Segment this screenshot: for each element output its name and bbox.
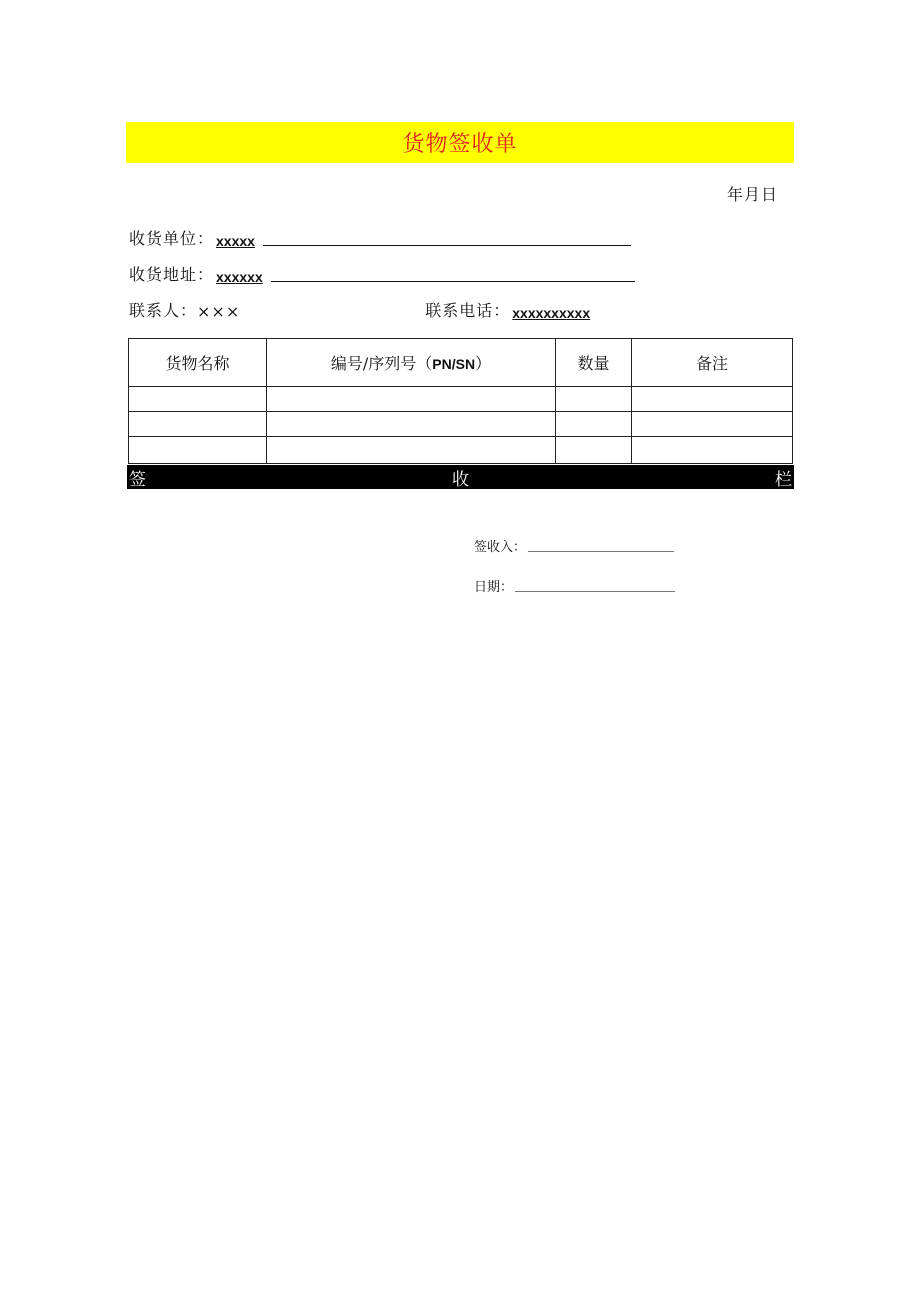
sign-bar-char-2: 收: [452, 469, 469, 490]
receiving-unit-value[interactable]: xxxxx: [216, 233, 255, 249]
contact-row: [129, 298, 590, 321]
goods-table: [128, 338, 793, 464]
table-cell[interactable]: [267, 387, 556, 412]
receiving-unit-row: [129, 226, 631, 249]
receiver-signature-line[interactable]: [528, 550, 674, 552]
receiving-address-underline: [271, 280, 635, 282]
column-header-serial-number: [267, 339, 556, 387]
date-placeholder: 年月日: [726, 185, 778, 204]
sign-section-bar: [127, 465, 794, 489]
receiving-unit-underline: [263, 244, 631, 246]
receiving-address-value[interactable]: xxxxxx: [216, 269, 263, 285]
receiving-unit-label: 收货单位：: [129, 229, 215, 248]
contact-phone-value[interactable]: xxxxxxxxxx: [512, 305, 591, 321]
serial-header-pnsn: PN/SN: [432, 356, 476, 372]
signature-date-line[interactable]: [515, 590, 675, 592]
contact-person-label: 联系人：: [129, 301, 198, 320]
table-cell[interactable]: [632, 387, 793, 412]
table-cell[interactable]: [556, 387, 632, 412]
table-cell[interactable]: [129, 387, 267, 412]
table-cell[interactable]: [267, 412, 556, 437]
receiver-signature-row: [474, 536, 674, 555]
receiving-address-label: 收货地址：: [129, 265, 215, 284]
table-row: [129, 387, 793, 412]
title-banner: [126, 122, 794, 163]
table-cell[interactable]: [129, 412, 267, 437]
document-title: 货物签收单: [402, 132, 518, 157]
receiving-address-row: [129, 262, 635, 285]
contact-phone-label: 联系电话：: [425, 301, 511, 320]
column-header-quantity: 数量: [556, 339, 632, 387]
receiver-signature-label: 签收入：: [474, 540, 527, 555]
serial-header-suffix: ）: [475, 354, 492, 373]
sign-bar-char-1: 签: [129, 469, 146, 490]
table-row: [129, 412, 793, 437]
table-header-row: [129, 339, 793, 387]
serial-header-prefix: 编号/序列号（: [330, 354, 433, 373]
sign-bar-char-3: 栏: [775, 469, 792, 490]
table-cell[interactable]: [556, 437, 632, 464]
table-cell[interactable]: [632, 437, 793, 464]
table-cell[interactable]: [632, 412, 793, 437]
table-cell[interactable]: [556, 412, 632, 437]
table-row: [129, 437, 793, 464]
contact-person-value[interactable]: ×××: [197, 302, 241, 321]
column-header-remarks: 备注: [632, 339, 793, 387]
signature-date-label: 日期：: [474, 580, 514, 595]
table-cell[interactable]: [267, 437, 556, 464]
signature-date-row: [474, 576, 675, 595]
table-cell[interactable]: [129, 437, 267, 464]
column-header-goods-name: 货物名称: [129, 339, 267, 387]
